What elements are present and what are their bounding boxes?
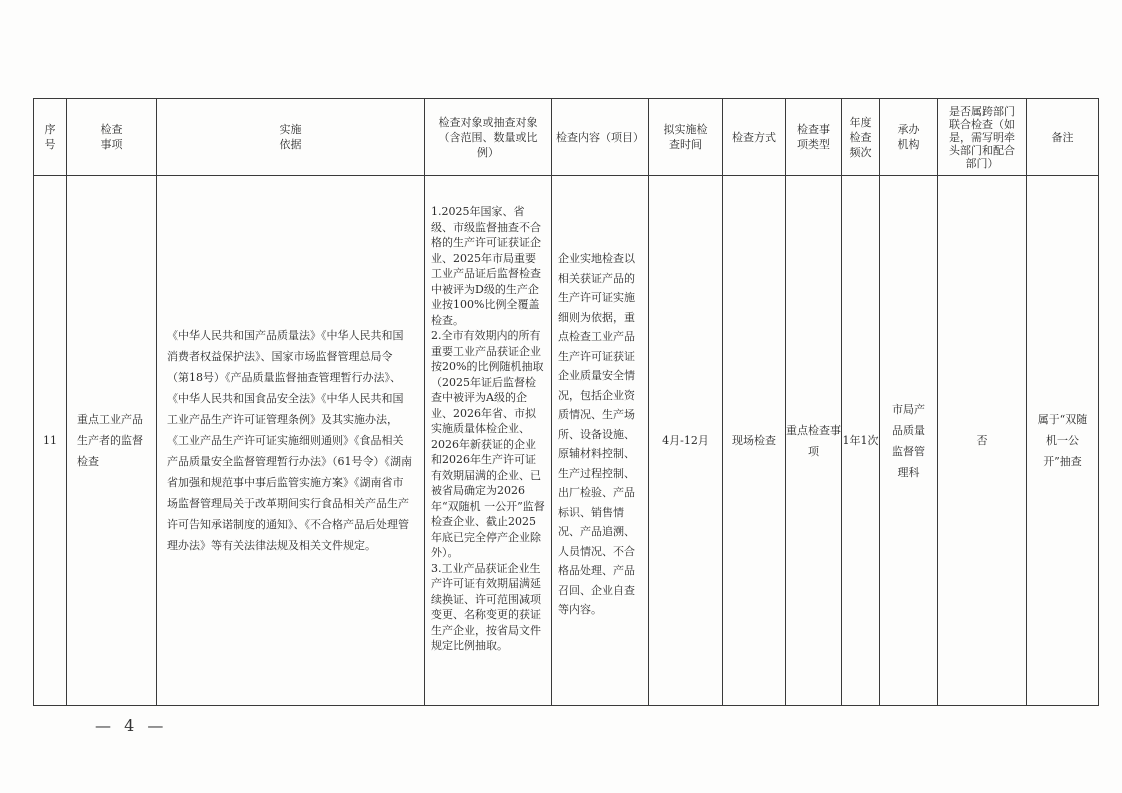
header-type: 检查事 项类型	[786, 99, 842, 176]
cell-content: 企业实地检查以相关获证产品的生产许可证实施细则为依据，重点检查工业产品生产许可证获证企业质量安全情况，包括企业资质情况、生产场所、设备设施、原辅材料控制、生产过程控制、出厂检验、产品标识、销售情况、产品追溯、人员情况、不合格品处理、产品召回、企业自查等内容。	[552, 176, 649, 706]
header-content: 检查内容（项目）	[552, 99, 649, 176]
objects-item-3: 3.工业产品获证企业生产许可证有效期届满延续换证、许可范围减项变更、名称变更的获证生产企业，按省局文件规定比例抽取。	[431, 561, 541, 652]
header-freq: 年度 检查 频次	[842, 99, 880, 176]
cell-remark: 属于“双随机一公开”抽查	[1027, 176, 1099, 706]
table-row	[34, 176, 1099, 706]
header-no: 序 号	[34, 99, 67, 176]
header-method: 检查方式	[723, 99, 786, 176]
inspection-table	[33, 98, 1099, 706]
header-row	[34, 99, 1099, 176]
cell-basis: 《中华人民共和国产品质量法》《中华人民共和国消费者权益保护法》、国家市场监督管理总局令（第18号）《产品质量监督抽查管理暂行办法》、《中华人民共和国食品安全法》《中华人民共和国工业产品生产许可证管理条例》及其实施办法，《工业产品生产许可证实施细则通则》《食品相关产品质量安全监督管理暂行办法》（61号令）《湖南省加强和规范事中事后监管实施方案》《湖南省市场监督管理局关于改革期间实行食品相关产品生产许可告知承诺制度的通知》、《不合格产品后处理管理办法》等有关法律法规及相关文件规定。	[157, 176, 425, 706]
cell-joint: 否	[938, 176, 1027, 706]
cell-no: 11	[34, 176, 67, 706]
header-basis: 实施 依据	[157, 99, 425, 176]
cell-method: 现场检查	[723, 176, 786, 706]
cell-org: 市局产品质量监督管理科	[880, 176, 938, 706]
cell-time: 4月-12月	[649, 176, 723, 706]
cell-type: 重点检查事项	[786, 176, 842, 706]
objects-item-1: 1.2025年国家、省级、市级监督抽查不合格的生产许可证获证企业、2025年市局重要工业产品证后监督检查中被评为D级的生产企业按100%比例全覆盖检查。	[431, 205, 541, 327]
cell-item: 重点工业产品生产者的监督检查	[67, 176, 157, 706]
header-joint: 是否属跨部门 联合检查（如 是，需写明牵 头部门和配合 部门）	[938, 99, 1027, 176]
header-org: 承办 机构	[880, 99, 938, 176]
cell-freq: 1年1次	[842, 176, 880, 706]
page-number: — 4 —	[95, 716, 168, 735]
header-item: 检查 事项	[67, 99, 157, 176]
header-remark: 备注	[1027, 99, 1099, 176]
cell-objects	[425, 176, 552, 706]
header-objects: 检查对象或抽查对象 （含范围、数量或比 例）	[425, 99, 552, 176]
header-time: 拟实施检 查时间	[649, 99, 723, 176]
objects-item-2: 2.全市有效期内的所有重要工业产品获证企业按20%的比例随机抽取（2025年证后监督检查中被评为A级的企业、2026年省、市拟实施质量体检企业、2026年新获证的企业和2026年生产许可证有效期届满的企业、已被省局确定为2026年“双随机 一公开”监督检查企业、截止2025年底已完全停产企业除外）。	[431, 329, 545, 559]
